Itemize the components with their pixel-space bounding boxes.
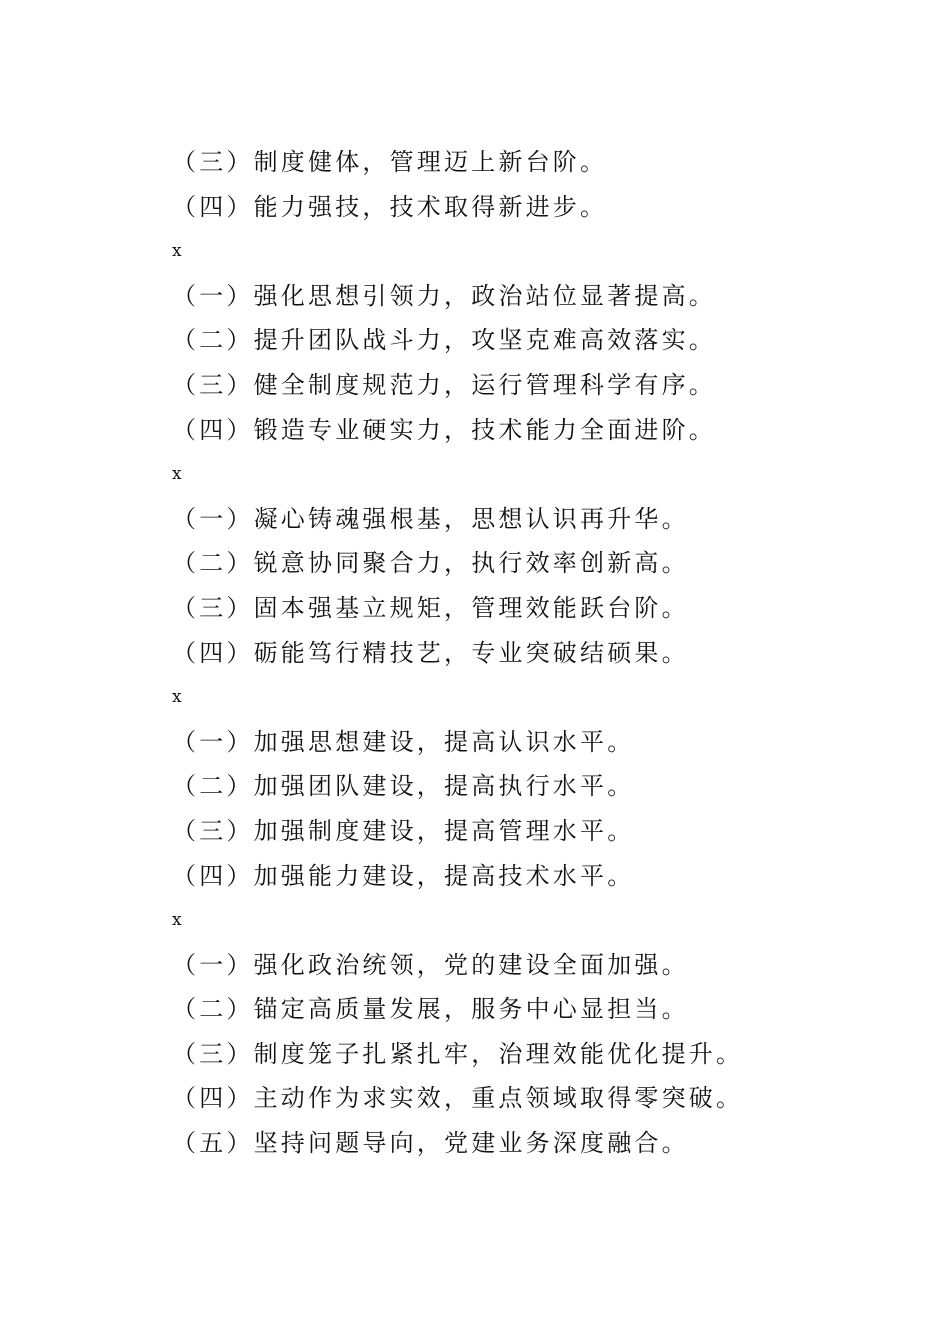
section-separator: x (172, 241, 182, 262)
section-separator: x (172, 687, 182, 708)
list-item: （二）提升团队战斗力，攻坚克难高效落实。 (172, 326, 716, 355)
list-item: （一）强化政治统领，党的建设全面加强。 (172, 950, 689, 979)
list-item: （四）砺能笃行精技艺，专业突破结硕果。 (172, 638, 689, 667)
list-item: （五）坚持问题导向，党建业务深度融合。 (172, 1129, 689, 1158)
list-item: （三）健全制度规范力，运行管理科学有序。 (172, 370, 716, 399)
document-body (172, 140, 872, 1166)
list-item: （三）制度健体，管理迈上新台阶。 (172, 148, 608, 176)
list-item: （三）固本强基立规矩，管理效能跃台阶。 (172, 593, 689, 622)
section-separator: x (172, 910, 182, 931)
list-item: （四）能力强技，技术取得新进步。 (172, 192, 608, 221)
list-item: （四）锻造专业硬实力，技术能力全面进阶。 (172, 415, 716, 444)
list-item: （二）加强团队建设，提高执行水平。 (172, 772, 635, 801)
list-item: （二）锚定高质量发展，服务中心显担当。 (172, 995, 689, 1024)
list-item: （一）凝心铸魂强根基，思想认识再升华。 (172, 504, 689, 533)
list-item: （三）加强制度建设，提高管理水平。 (172, 816, 635, 845)
list-item: （四）主动作为求实效，重点领域取得零突破。 (172, 1084, 744, 1113)
list-item: （三）制度笼子扎紧扎牢，治理效能优化提升。 (172, 1039, 744, 1068)
list-item: （一）加强思想建设，提高认识水平。 (172, 727, 635, 756)
list-item: （一）强化思想引领力，政治站位显著提高。 (172, 281, 716, 310)
list-item: （二）锐意协同聚合力，执行效率创新高。 (172, 549, 689, 578)
list-item: （四）加强能力建设，提高技术水平。 (172, 861, 635, 890)
section-separator: x (172, 464, 182, 485)
